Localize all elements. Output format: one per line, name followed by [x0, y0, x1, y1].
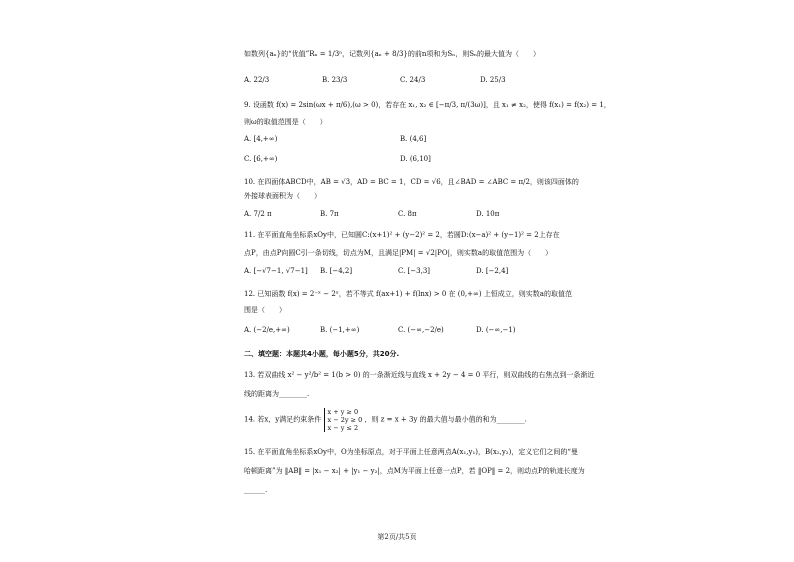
q8-option-c: C. 24/3: [400, 76, 426, 84]
q9-option-b: B. (4,6]: [400, 135, 427, 143]
q11-stem-cont: 点P，由点P向圆C引一条切线，切点为M，且满足|PM| = √2|PO|，则实数a的取值范围为（ ）: [244, 249, 553, 257]
q8-stem: 如数列{aₙ}的“优值”Rₙ = 1/3ⁿ，记数列{aₙ + 8/3}的前n项和为Sₙ，则Sₙ的最大值为（ ）: [244, 50, 541, 58]
q9-option-d: D. (6,10]: [400, 155, 431, 163]
q11-option-a: A. [−√7−1, √7−1]: [244, 267, 308, 275]
q12-option-d: D. (−∞,−1): [476, 326, 516, 334]
q8-option-d: D. 25/3: [480, 76, 506, 84]
q12-stem: 12. 已知函数 f(x) = 2⁻ˣ − 2ˣ，若不等式 f(ax+1) + f(lnx) > 0 在 (0,+∞) 上恒成立，则实数a的取值范: [244, 290, 572, 298]
q8-option-a: A. 22/3: [244, 76, 270, 84]
q14-constraint-2: x − 2y ≥ 0: [327, 416, 363, 424]
q14-prefix: 14. 若x，y满足约束条件: [244, 415, 322, 424]
q9-option-c: C. [6,+∞): [244, 155, 278, 163]
q11-option-d: D. [−2,4]: [476, 267, 509, 275]
q14-suffix: ，则 z = x + 3y 的最大值与最小值的和为________.: [364, 415, 527, 424]
q14-constraint-3: x − y ≤ 2: [327, 424, 359, 432]
q9-option-a: A. [4,+∞): [244, 135, 278, 143]
q10-option-d: D. 10π: [476, 210, 500, 218]
q14-stem: [244, 408, 527, 438]
q10-option-b: B. 7π: [320, 210, 339, 218]
q11-option-c: C. [−3,3]: [398, 267, 431, 275]
page-number: 第2页/共5页: [377, 533, 417, 541]
q8-option-b: B. 23/3: [322, 76, 348, 84]
q13-stem-cont: 线的距离为________.: [244, 390, 310, 398]
q12-option-b: B. (−1,+∞): [320, 326, 360, 334]
q15-stem-blank: ______.: [244, 486, 268, 494]
q10-stem: 10. 在四面体ABCD中，AB = √3，AD = BC = 1，CD = √6，且∠BAD = ∠ABC = π/2，则该四面体的: [244, 178, 579, 186]
q10-option-a: A. 7/2 π: [244, 210, 272, 218]
q12-stem-cont: 围是（ ）: [244, 306, 286, 314]
q11-stem: 11. 在平面直角坐标系xOy中，已知圆C:(x+1)² + (y−2)² = 2，若圆D:(x−a)² + (y−1)² = 2上存在: [244, 231, 560, 239]
q11-option-b: B. [−4,2]: [320, 267, 353, 275]
q10-stem-cont: 外接球表面积为（ ）: [244, 192, 321, 200]
q12-option-a: A. (−2/e,+∞): [244, 326, 290, 334]
q15-stem-cont: 哈顿距离”为 ‖AB‖ = |x₁ − x₂| + |y₁ − y₂|，点M为平面上任意一点P，若 ‖OP‖ = 2，则动点P的轨迹长度为: [244, 467, 585, 475]
q10-option-c: C. 8π: [398, 210, 417, 218]
q14-constraint-1: x + y ≥ 0: [327, 408, 359, 416]
section-heading-fill-in: 二、填空题：本题共4小题，每小题5分，共20分.: [244, 350, 400, 358]
q9-stem-cont: 则ω的取值范围是（ ）: [244, 118, 327, 126]
q12-option-c: C. (−∞,−2/e): [398, 326, 444, 334]
q14-constraints: [324, 408, 363, 432]
q9-stem: 9. 设函数 f(x) = 2sin(ωx + π/6),(ω > 0)，若存在 x₁, x₂ ∈ [−π/3, π/(3ω)]，且 x₁ ≠ x₂，使得 f(x₁) = f(x₂) = 1，: [244, 101, 611, 109]
q15-stem: 15. 在平面直角坐标系xOy中，O为坐标原点，对于平面上任意两点A(x₁,y₁)，B(x₂,y₂)，定义它们之间的“曼: [244, 448, 578, 456]
q13-stem: 13. 若双曲线 x² − y²/b² = 1(b > 0) 的一条渐近线与直线 x + 2y − 4 = 0 平行，则双曲线的右焦点到一条渐近: [244, 371, 595, 379]
